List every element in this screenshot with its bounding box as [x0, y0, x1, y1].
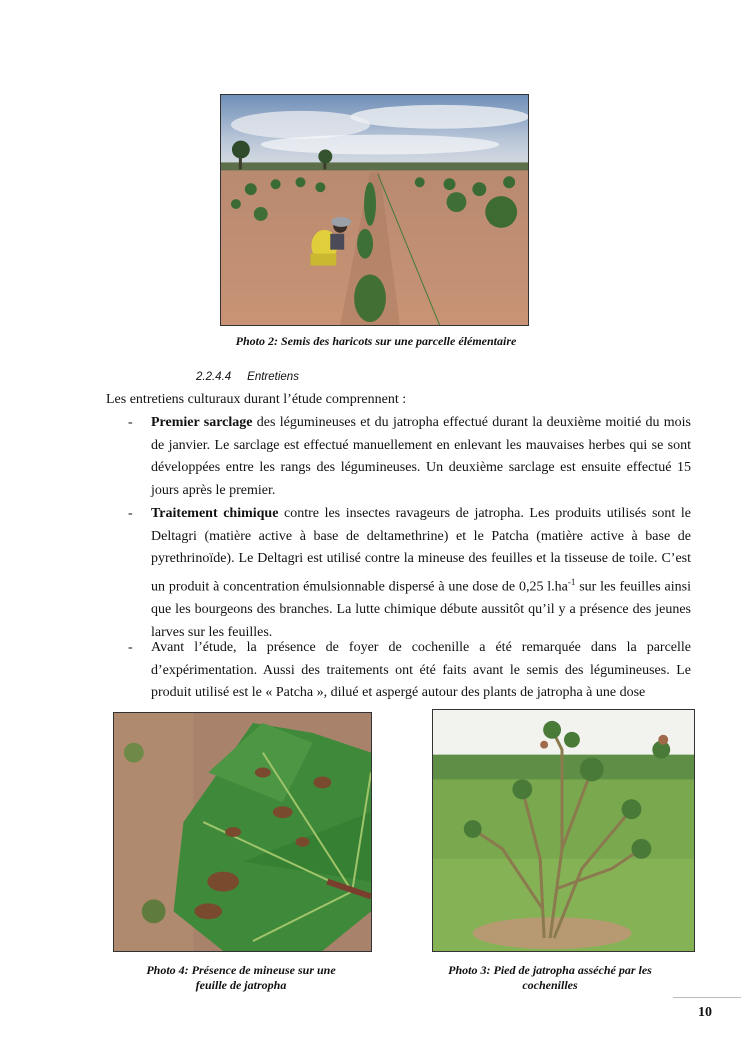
list-item-cochenille: Avant l’étude, la présence de foyer de cochenille a été remarquée dans la parcelle d’expérimentation. Aussi des traitements ont été faits avant le semis des légumineuses. Le produit utilisé est le « Patcha », dilué et aspergé autour des plants de jatropha à une dose	[151, 640, 691, 701]
photo-dried-jatropha	[432, 709, 695, 952]
section-number: 2.2.4.4	[196, 371, 232, 383]
photo2-caption: Photo 2: Semis des haricots sur une parcelle élémentaire	[235, 334, 517, 348]
page-number: 10	[698, 1005, 712, 1020]
item-2-text: contre les insectes ravageurs de jatropha. Les produits utilisés sont le Deltagri (matière active à base de deltamethrine) et le Patcha (matière active à base de pyrethrinoïde). Le Deltagri est utilisé contre la mineuse des feuilles et la tisseuse de toile. C’est un produit à concentration émulsionnable dispersé à une dose de 0,25 l.ha	[151, 506, 691, 595]
section-heading	[196, 371, 299, 383]
section-title: Entretiens	[247, 371, 299, 383]
item-2-bold: Traitement chimique	[151, 506, 279, 521]
photo4-caption	[110, 963, 372, 993]
photo3-caption	[420, 963, 680, 993]
list-item-traitement-chimique	[151, 503, 691, 645]
photo3-caption-line2: cochenilles	[522, 978, 578, 992]
item-1-bold: Premier sarclage	[151, 415, 253, 430]
item-2-text-end: sur les feuilles ainsi que les bourgeons des branches. La lutte chimique débute aussitôt qu’il y a présence des jeunes larves sur les feuilles.	[151, 579, 691, 641]
bullet-1: -	[128, 415, 133, 430]
photo-field-sowing	[220, 94, 529, 326]
photo4-caption-line1: Photo 4: Présence de mineuse sur une	[146, 963, 336, 977]
photo3-caption-line1: Photo 3: Pied de jatropha asséché par les	[448, 963, 652, 977]
photo-leaf-miner	[113, 712, 372, 952]
footer-rule	[673, 997, 741, 998]
list-item-premier-sarclage	[151, 412, 691, 503]
item-2-sup: -1	[567, 577, 576, 588]
item-1-text: des légumineuses et du jatropha effectué durant la deuxième moitié du mois de janvier. Le sarclage est effectué manuellement en enlevant les mauvaises herbes qui se sont développées entre les rangs des légumineuses. Un deuxième sarclage est ensuite effectué 15 jours après le premier.	[151, 415, 691, 499]
intro-paragraph: Les entretiens culturaux durant l’étude comprennent :	[106, 392, 407, 407]
bullet-3: -	[128, 640, 133, 655]
bullet-2: -	[128, 506, 133, 521]
photo4-caption-line2: feuille de jatropha	[195, 978, 287, 992]
